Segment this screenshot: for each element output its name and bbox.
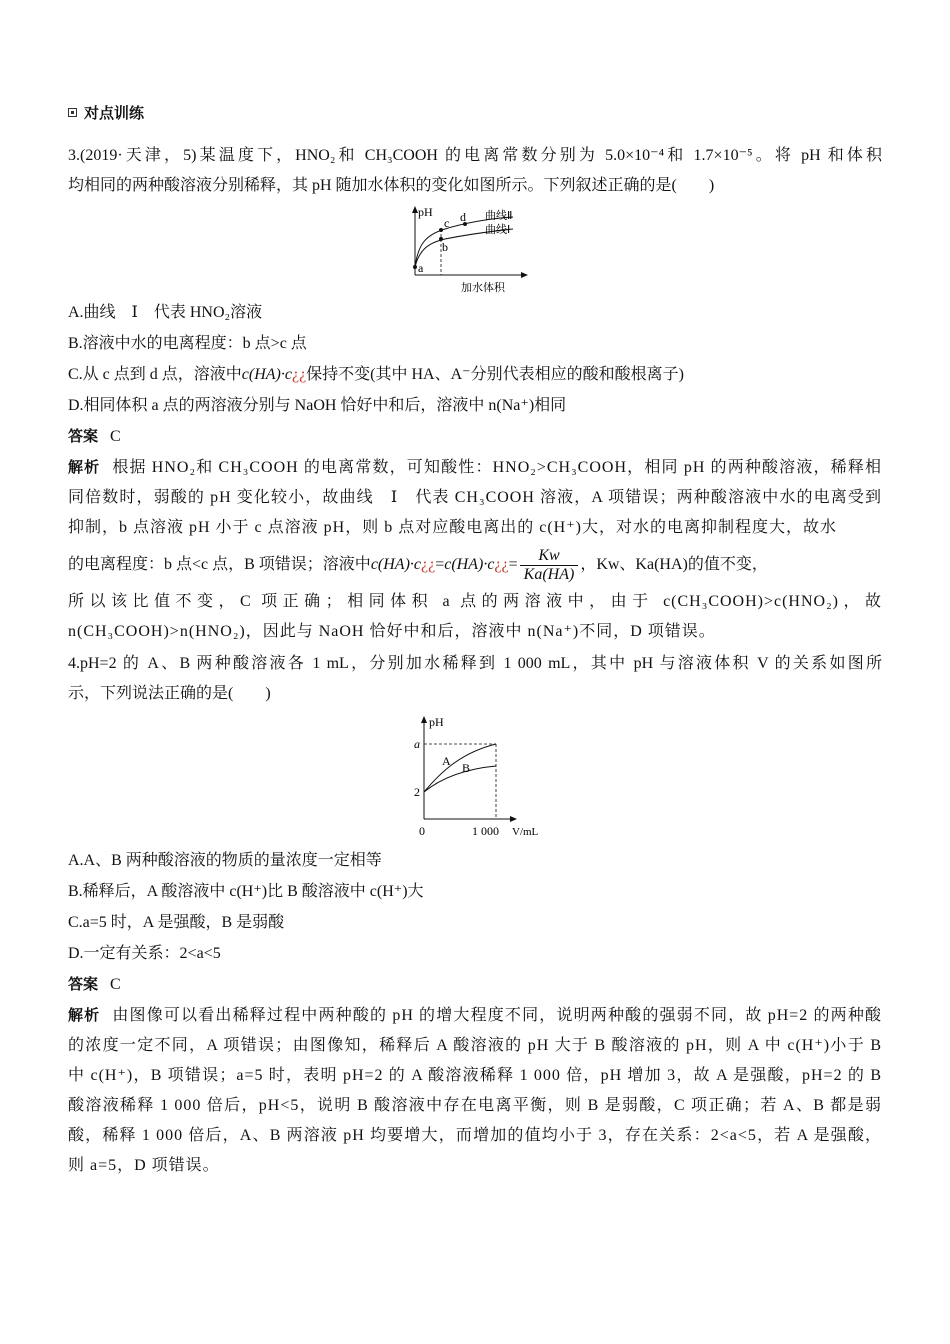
- q3-label-c: c: [444, 216, 450, 230]
- q4-analysis-label: 解析: [68, 1006, 101, 1024]
- q3-answer: [68, 421, 882, 452]
- q3-frac-den: Ka(HA): [523, 565, 575, 583]
- q3-option-c: [68, 359, 882, 390]
- q3-point-a: [413, 265, 417, 269]
- q3-analysis-p2-pre: 的电离程度：b 点<c 点，B 项错误；溶液中: [68, 556, 371, 573]
- q3-x-label: 加水体积: [461, 281, 505, 293]
- q3-analysis-p3: 所以该比值不变，C 项正确；相同体积 a 点的两溶液中，由于 c(CH₃COOH)>c(HNO₂)，故 n(CH₃COOH)>n(HNO₂)，因此与 NaOH 恰好中和后，溶液中 n(Na⁺)不同，D 项错误。: [68, 593, 882, 640]
- section-title: 对点训练: [84, 104, 145, 122]
- q3-analysis-expr1: c(HA)·c: [370, 556, 421, 573]
- q4-stem-line2: 示，下列说法正确的是( ): [68, 685, 271, 702]
- q4-y-a-tick: a: [414, 737, 420, 751]
- q3-analysis-garble1: ¿¿: [421, 556, 436, 573]
- q3-label-b: b: [442, 240, 448, 254]
- q3-analysis-text1: 根据 HNO₂和 CH₃COOH 的电离常数，可知酸性：HNO₂>CH₃COOH，相同 pH 的两种酸溶液，稀释相同倍数时，弱酸的 pH 变化较小，故曲线 Ⅰ 代表 CH₃COOH 溶液，A 项错误；两种酸溶液中水的电离受到抑制，b 点溶液 pH 小于 c 点溶液 pH，则 b 点对应酸电离出的 c(H⁺)大，对水的电离抑制程度大，故水: [68, 459, 882, 536]
- q4-chart: [400, 713, 550, 841]
- q3-analysis-expr2: c(HA)·c: [444, 556, 495, 573]
- square-bullet-icon: [68, 108, 77, 117]
- q3-chart: [405, 205, 545, 293]
- q4-x-1000-tick: 1 000: [472, 824, 499, 838]
- q4-y-label: pH: [429, 715, 444, 729]
- q4-x-0-tick: 0: [419, 824, 425, 838]
- q4-x-arrow-icon: [510, 816, 517, 822]
- q3-analysis-eq1: =: [435, 556, 445, 573]
- q3-option-d: D.相同体积 a 点的两溶液分别与 NaOH 恰好中和后，溶液中 n(Na⁺)相同: [68, 397, 567, 414]
- q4-curve-b: [424, 766, 496, 792]
- section-header: [68, 102, 882, 123]
- q4-analysis-text: 由图像可以看出稀释过程中两种酸的 pH 的增大程度不同，说明两种酸的强弱不同，故 pH=2 的两种酸的浓度一定不同，A 项错误；由图像知，稀释后 A 酸溶液的 pH 大于 B 酸溶液的 pH，则 A 中 c(H⁺)小于 B 中 c(H⁺)，B 项错误；a=5 时，表明 pH=2 的 A 酸溶液稀释 1 000 倍，pH 增加 3，故 A 是强酸，pH=2 的 B 酸溶液稀释 1 000 倍后，pH<5，说明 B 酸溶液中存在电离平衡，则 B 是弱酸，C 项正确；若 A、B 都是弱酸，稀释 1 000 倍后，A、B 两溶液 pH 均要增大，而增加的值均小于 3，存在关系：2<a<5，若 A 是强酸，则 a=5，D 项错误。: [68, 1007, 882, 1174]
- q3-frac-num: Kw: [520, 547, 579, 566]
- q3-x-arrow-icon: [521, 272, 528, 278]
- q3-answer-value: C: [110, 428, 121, 445]
- q3-option-c-garble: ¿¿: [291, 366, 307, 383]
- q4-answer-label: 答案: [68, 975, 99, 993]
- q3-y-label: pH: [418, 205, 433, 219]
- q4-option-d: D.一定有关系：2<a<5: [68, 945, 221, 962]
- page-content: [68, 102, 882, 1181]
- q3-option-c-post: 保持不变(其中 HA、A⁻分别代表相应的酸和酸根离子): [306, 366, 684, 383]
- q4-x-label: V/mL: [512, 826, 539, 838]
- q3-option-c-pre: C.从 c 点到 d 点，溶液中: [68, 366, 242, 383]
- q4-y-2-tick: 2: [414, 785, 420, 799]
- q4-curve-a-label: A: [442, 754, 451, 768]
- q3-answer-label: 答案: [68, 427, 99, 445]
- q4-y-arrow-icon: [421, 716, 427, 723]
- q4-answer: [68, 969, 882, 1000]
- q4-stem-line1: 4.pH=2 的 A、B 两种酸溶液各 1 mL，分别加水稀释到 1 000 mL，其中 pH 与溶液体积 V 的关系如图所: [68, 655, 882, 672]
- q4-answer-value: C: [110, 976, 121, 993]
- q3-option-c-expr: c(HA)·c: [241, 366, 292, 383]
- q3-analysis-p2: [68, 543, 882, 587]
- q3-figure: [68, 205, 882, 293]
- q3-stem-line1: 3.(2019·天津，5)某温度下，HNO₂和 CH₃COOH 的电离常数分别为 5.0×10⁻⁴和 1.7×10⁻⁵。将 pH 和体积: [68, 147, 882, 164]
- q3-label-d: d: [460, 210, 466, 224]
- q3-analysis-label: 解析: [68, 458, 101, 476]
- q4-option-b: B.稀释后，A 酸溶液中 c(H⁺)比 B 酸溶液中 c(H⁺)大: [68, 883, 424, 900]
- q4-analysis: [68, 1000, 882, 1181]
- q3-point-c: [439, 228, 443, 232]
- q4-figure: [68, 713, 882, 841]
- q3-curve-1-label: 曲线Ⅰ: [485, 223, 511, 236]
- q3-analysis-p1: [68, 452, 882, 543]
- q3-analysis-fraction: [520, 547, 579, 584]
- q3-option-a: A.曲线 Ⅰ 代表 HNO₂溶液: [68, 304, 263, 321]
- q4-option-c: C.a=5 时，A 是强酸，B 是弱酸: [68, 914, 285, 931]
- q4-option-a: A.A、B 两种酸溶液的物质的量浓度一定相等: [68, 852, 382, 869]
- q3-curve-2-label: 曲线Ⅱ: [485, 209, 513, 222]
- q3-stem-line2: 均相同的两种酸溶液分别稀释，其 pH 随加水体积的变化如图所示。下列叙述正确的是( ): [68, 177, 715, 194]
- q3-analysis-eq2: =: [508, 556, 518, 573]
- q4-curve-b-label: B: [462, 761, 471, 775]
- q3-label-a: a: [418, 261, 424, 275]
- q3-analysis-p2-post: ，Kw、Ka(HA)的值不变，: [580, 556, 768, 573]
- q3-analysis-garble2: ¿¿: [494, 556, 509, 573]
- q3-option-b: B.溶液中水的电离程度：b 点>c 点: [68, 335, 307, 352]
